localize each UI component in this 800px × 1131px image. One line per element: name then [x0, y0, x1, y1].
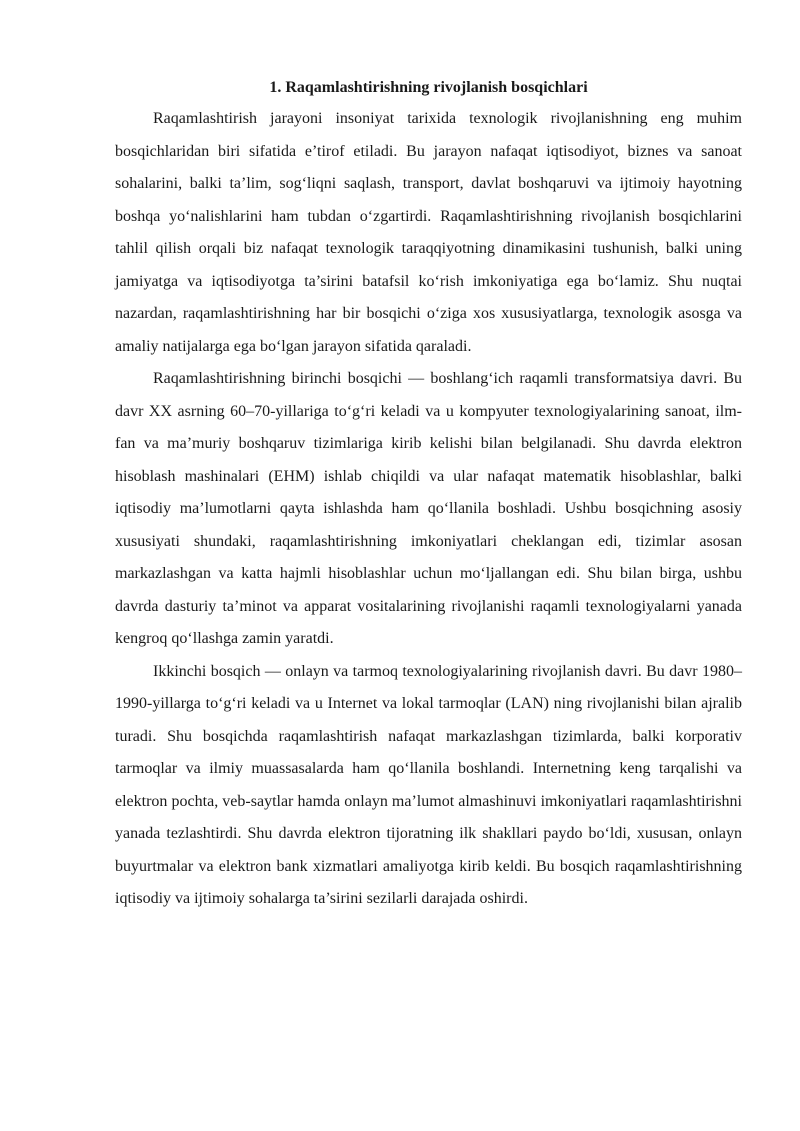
document-body — [115, 75, 742, 916]
section-title: 1. Raqamlashtirishning rivojlanish bosqichlari — [269, 79, 588, 96]
paragraph-first-stage: Raqamlashtirishning birinchi bosqichi — boshlang‘ich raqamli transformatsiya davri. Bu davr XX asrning 60–70-yillariga to‘g‘ri keladi va u kompyuter texnologiyalarining sanoat, ilm-fan va ma’muriy boshqaruv tizimlariga kirib kelishi bilan belgilanadi. Shu davrda elektron hisoblash mashinalari (EHM) ishlab chiqildi va ular nafaqat matematik hisoblashlar, balki iqtisodiy ma’lumotlarni qayta ishlashda ham qo‘llanila boshladi. Ushbu bosqichning asosiy xususiyati shundaki, raqamlashtirishning imkoniyatlari cheklangan edi, tizimlar asosan markazlashgan va katta hajmli hisoblashlar uchun mo‘ljallangan edi. Shu bilan birga, ushbu davrda dasturiy ta’minot va apparat vositalarining rivojlanishi raqamli texnologiyalarni yanada kengroq qo‘llashga zamin yaratdi. — [115, 370, 742, 647]
paragraph-intro: Raqamlashtirish jarayoni insoniyat tarixida texnologik rivojlanishning eng muhim bosqichlaridan biri sifatida e’tirof etiladi. Bu jarayon nafaqat iqtisodiyot, biznes va sanoat sohalarini, balki ta’lim, sog‘liqni saqlash, transport, davlat boshqaruvi va ijtimoiy hayotning boshqa yo‘nalishlarini ham tubdan o‘zgartirdi. Raqamlashtirishning rivojlanish bosqichlarini tahlil qilish orqali biz nafaqat texnologik taraqqiyotning dinamikasini tushunish, balki uning jamiyatga va iqtisodiyotga ta’sirini batafsil ko‘rish imkoniyatiga ega bo‘lamiz. Shu nuqtai nazardan, raqamlashtirishning har bir bosqichi o‘ziga xos xususiyatlarga, texnologik asosga va amaliy natijalarga ega bo‘lgan jarayon sifatida qaraladi. — [115, 110, 742, 355]
paragraph-second-stage: Ikkinchi bosqich — onlayn va tarmoq texnologiyalarining rivojlanish davri. Bu davr 1980–1990-yillarga to‘g‘ri keladi va u Internet va lokal tarmoqlar (LAN) ning rivojlanishi bilan ajralib turadi. Shu bosqichda raqamlashtirish nafaqat markazlashgan tizimlarda, balki korporativ tarmoqlar va ilmiy muassasalarda ham qo‘llanila boshlandi. Internetning keng tarqalishi va elektron pochta, veb-saytlar hamda onlayn ma’lumot almashinuvi imkoniyatlari raqamlashtirishni yanada tezlashtirdi. Shu davrda elektron tijoratning ilk shakllari paydo bo‘ldi, xususan, onlayn buyurtmalar va elektron bank xizmatlari amaliyotga kirib keldi. Bu bosqich raqamlashtirishning iqtisodiy va ijtimoiy sohalarga ta’sirini sezilarli darajada oshirdi. — [115, 662, 742, 907]
